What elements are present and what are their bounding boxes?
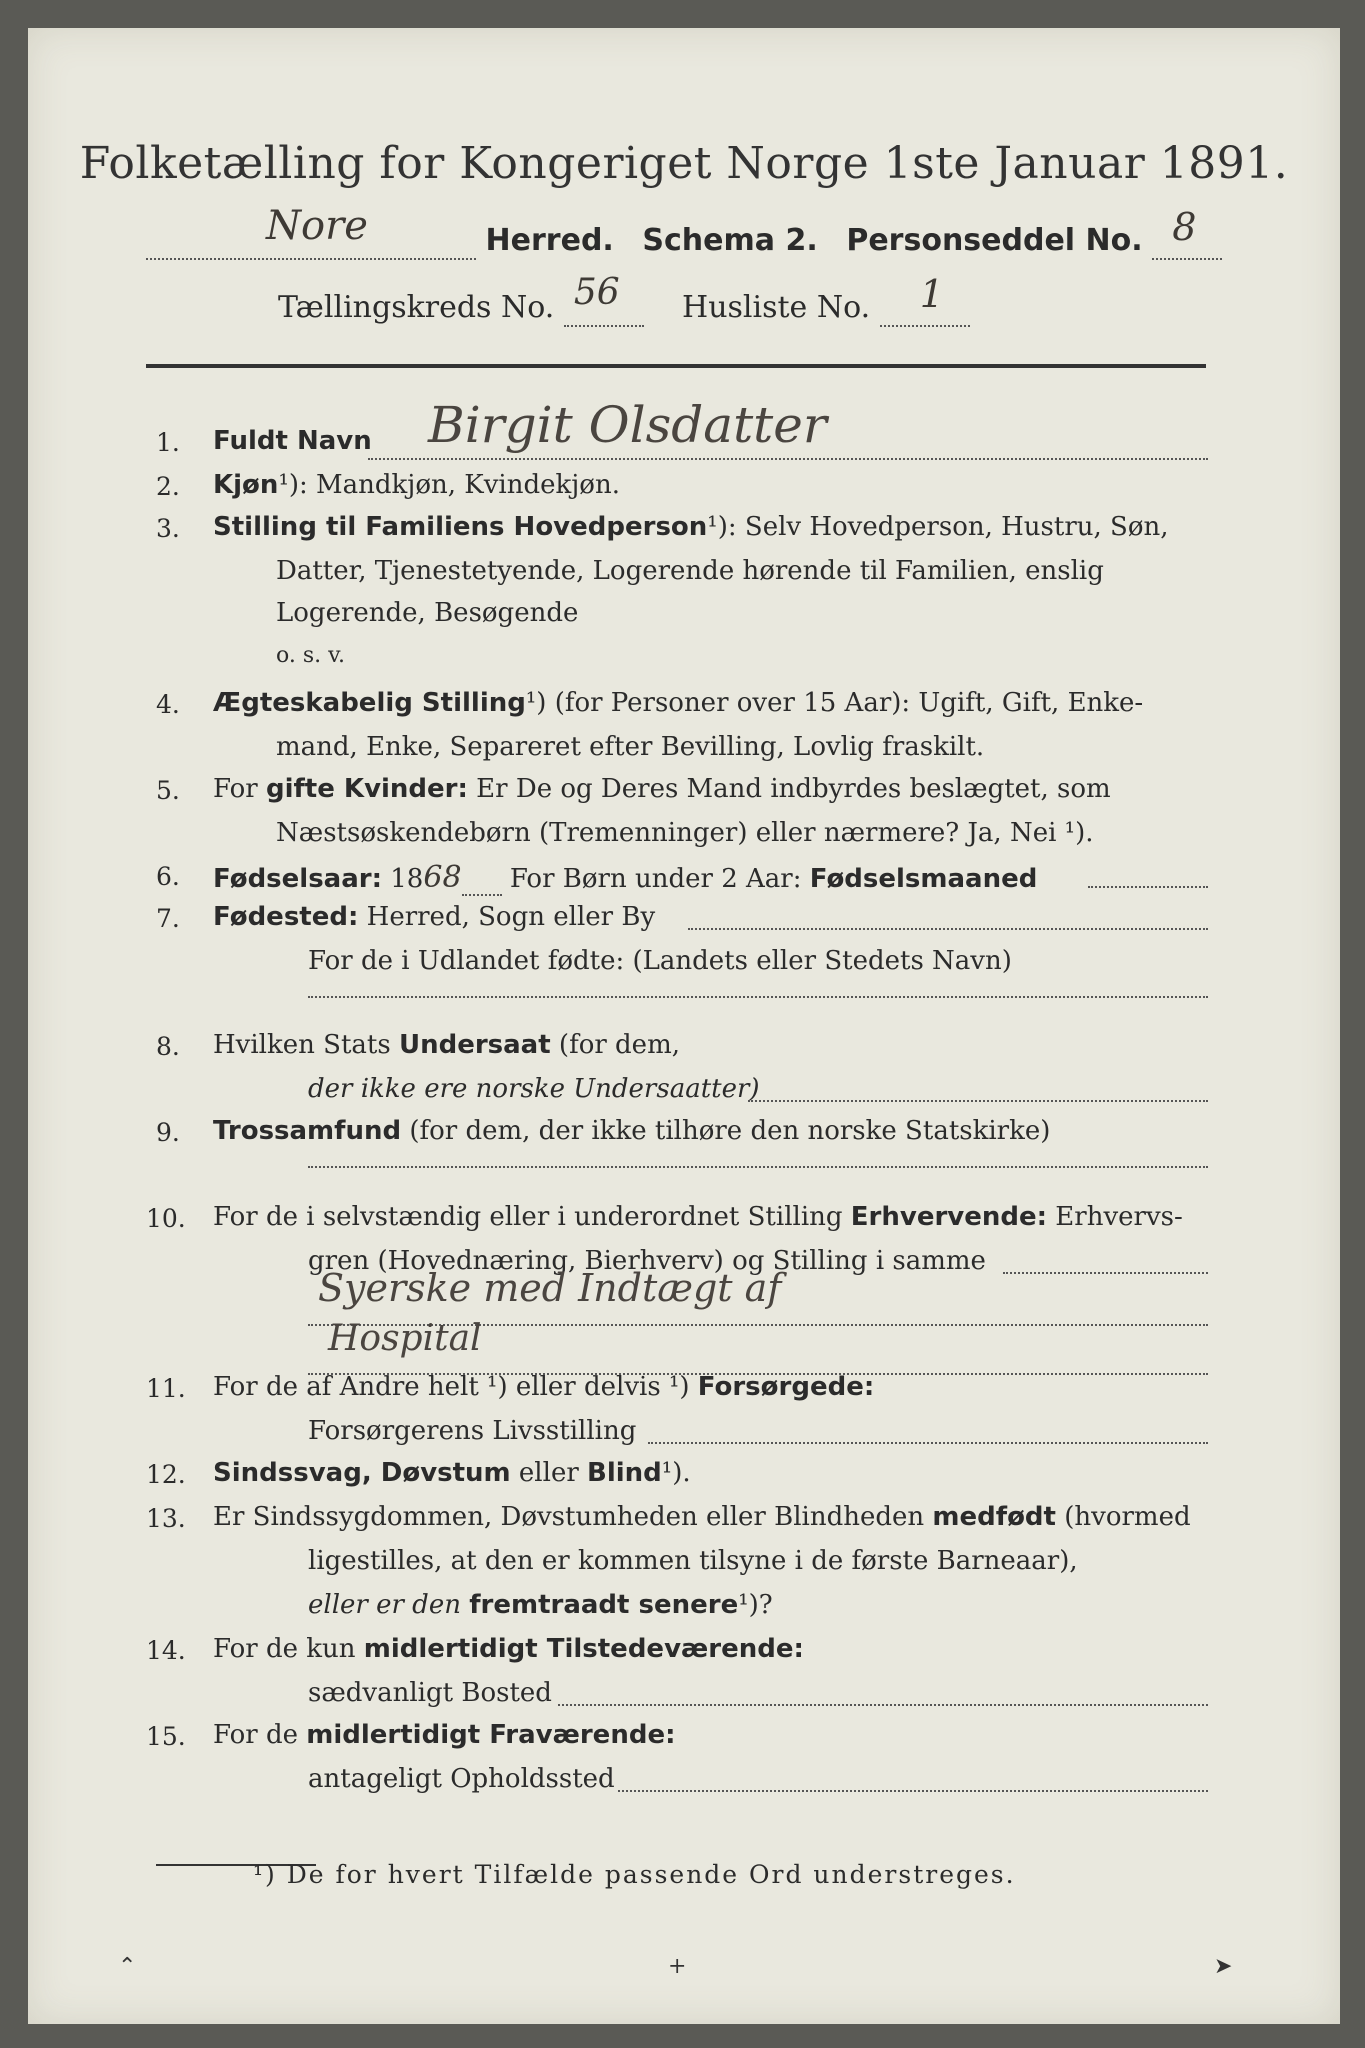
text: eller er den [308, 1590, 461, 1620]
birth-month-line [1088, 886, 1208, 888]
item-13-line-1 [213, 1502, 1191, 1532]
supporter-line [648, 1442, 1208, 1444]
text: For de kun [213, 1634, 356, 1664]
marital-options: ¹) (for Personer over 15 Aar): Ugift, Gift, Enke- [525, 688, 1144, 718]
item-number: 1. [156, 428, 180, 457]
text: (for dem, [558, 1030, 680, 1060]
footnote: ¹) De for hvert Tilfælde passende Ord understreges. [253, 1860, 1016, 1889]
occupation-value-2: Hospital [328, 1318, 482, 1359]
text: eller [518, 1458, 579, 1488]
item-number: 15. [146, 1722, 186, 1751]
text: (for dem, der ikke tilhøre den norske Statskirke) [409, 1116, 1051, 1146]
item-number: 8. [156, 1032, 180, 1061]
text: ¹). [661, 1458, 691, 1488]
binding-mark: ⌃ [118, 1954, 137, 1979]
citizenship-label: Undersaat [398, 1030, 551, 1060]
text: For de af Andre helt ¹) eller delvis ¹) [213, 1372, 690, 1402]
item-13-line-2: ligestilles, at den er kommen tilsyne i de første Barneaar), [308, 1546, 1078, 1576]
item-5-line-2: Næstsøskendebørn (Tremenninger) eller nærmere? Ja, Nei ¹). [276, 818, 1094, 848]
married-women-label: gifte Kvinder: [265, 774, 468, 804]
item-8-line-2: der ikke ere norske Undersaatter) [308, 1074, 760, 1104]
item-11-line-2: Forsørgerens Livsstilling [308, 1416, 637, 1446]
census-form-page [28, 28, 1340, 2024]
whereabouts-line [618, 1790, 1208, 1792]
item-3-line-2: Datter, Tjenestetyende, Logerende hørende til Familien, enslig [276, 556, 1104, 586]
position-options: ¹): Selv Hovedperson, Hustru, Søn, [707, 512, 1169, 542]
item-6 [213, 860, 1037, 896]
item-15-line-2: antageligt Opholdssted [308, 1764, 615, 1794]
temporarily-present-label: midlertidigt Tilstedeværende: [363, 1634, 804, 1664]
binding-mark: ➤ [1214, 1954, 1233, 1979]
kreds-line [278, 272, 970, 327]
text: For de [213, 1720, 298, 1750]
item-11-line-1 [213, 1372, 874, 1402]
text: For Børn under 2 Aar: [509, 864, 802, 894]
occupation-value-1: Syerske med Indtægt af [318, 1266, 782, 1310]
text: Er Sindssygdommen, Døvstumheden eller Blindheden [213, 1502, 925, 1532]
disability-label: Sindssvag, Døvstum [213, 1458, 511, 1488]
item-8-line-1 [213, 1030, 680, 1060]
husliste-value: 1 [919, 272, 944, 316]
item-4-line-2: mand, Enke, Separeret efter Bevilling, Lovlig fraskilt. [276, 732, 985, 762]
item-number: 13. [146, 1504, 186, 1533]
item-number: 6. [156, 862, 180, 891]
item-3-line-3: Logerende, Besøgende [276, 598, 579, 628]
birth-year-value: 68 [423, 860, 462, 895]
item-number: 14. [146, 1636, 186, 1665]
item-13-line-3 [308, 1590, 773, 1620]
item-number: 11. [146, 1374, 186, 1403]
marital-label: Ægteskabelig Stilling [213, 688, 526, 718]
occupation-label: Erhvervende: [850, 1202, 1048, 1232]
item-12 [213, 1458, 691, 1488]
occupation-line-1 [1003, 1272, 1208, 1274]
item-3-line-1 [213, 512, 1169, 542]
kreds-label: Tællingskreds No. [278, 290, 555, 325]
item-15-line-1 [213, 1720, 675, 1750]
birth-month-label: Fødselsmaaned [809, 864, 1038, 894]
item-1 [213, 426, 372, 456]
kreds-value: 56 [573, 272, 620, 313]
foreign-birthplace-line [308, 996, 1208, 998]
item-5-line-1 [213, 774, 1111, 804]
birth-year-label: Fødselsaar: [213, 864, 382, 894]
birthplace-label: Fødested: [213, 902, 359, 932]
blind-label: Blind [587, 1458, 662, 1488]
herred-line [146, 203, 1222, 260]
birthplace-line [688, 928, 1208, 930]
position-label: Stilling til Familiens Hovedperson [213, 512, 708, 542]
birthplace-options: Herred, Sogn eller By [366, 902, 656, 932]
text: Hvilken Stats [213, 1030, 391, 1060]
text: (hvormed [1064, 1502, 1191, 1532]
text: Er De og Deres Mand indbyrdes beslægtet, som [476, 774, 1111, 804]
full-name-label: Fuldt Navn [213, 426, 372, 456]
husliste-label: Husliste No. [682, 290, 871, 325]
item-10-line-1 [213, 1202, 1183, 1232]
supported-label: Forsørgede: [697, 1372, 875, 1402]
item-number: 7. [156, 904, 180, 933]
text: Erhvervs- [1055, 1202, 1183, 1232]
item-9 [213, 1116, 1050, 1146]
religion-label: Trossamfund [213, 1116, 402, 1146]
form-title: Folketælling for Kongeriget Norge 1ste Januar 1891. [79, 138, 1289, 189]
herred-label: Herred. [485, 223, 614, 258]
text: For [213, 774, 258, 804]
item-4-line-1 [213, 688, 1143, 718]
binding-mark: + [668, 1954, 687, 1979]
item-14-line-2: sædvanligt Bosted [308, 1678, 552, 1708]
item-10-line-2: gren (Hovednæring, Bierhverv) og Stilling i samme [308, 1246, 986, 1276]
item-number: 2. [156, 472, 180, 501]
text: ¹)? [738, 1590, 773, 1620]
item-14-line-1 [213, 1634, 804, 1664]
temporarily-absent-label: midlertidigt Fraværende: [306, 1720, 676, 1750]
item-7-line-2: For de i Udlandet fødte: (Landets eller Stedets Navn) [308, 946, 1012, 976]
later-label: fremtraadt senere [469, 1590, 739, 1620]
item-number: 12. [146, 1460, 186, 1489]
header-rule [146, 364, 1206, 368]
item-number: 4. [156, 690, 180, 719]
schema-label: Schema 2. [642, 223, 818, 258]
full-name-line [368, 458, 1208, 460]
congenital-label: medfødt [932, 1502, 1056, 1532]
citizenship-line [748, 1100, 1208, 1102]
item-number: 10. [146, 1204, 186, 1233]
herred-value: Nore [266, 203, 368, 249]
personseddel-label: Personseddel No. [846, 223, 1143, 258]
text: For de i selvstændig eller i underordnet Stilling [213, 1202, 843, 1232]
item-3-line-4: o. s. v. [276, 643, 345, 668]
usual-residence-line [558, 1704, 1208, 1706]
full-name-value: Birgit Olsdatter [428, 396, 827, 454]
item-2 [213, 470, 620, 500]
sex-label: Kjøn [213, 470, 279, 500]
item-7-line-1 [213, 902, 655, 932]
birth-year-prefix: 18 [390, 864, 424, 894]
item-number: 3. [156, 514, 180, 543]
item-number: 9. [156, 1118, 180, 1147]
sex-options: ¹): Mandkjøn, Kvindekjøn. [278, 470, 620, 500]
personseddel-value: 8 [1172, 205, 1197, 249]
religion-line [308, 1166, 1208, 1168]
item-number: 5. [156, 776, 180, 805]
